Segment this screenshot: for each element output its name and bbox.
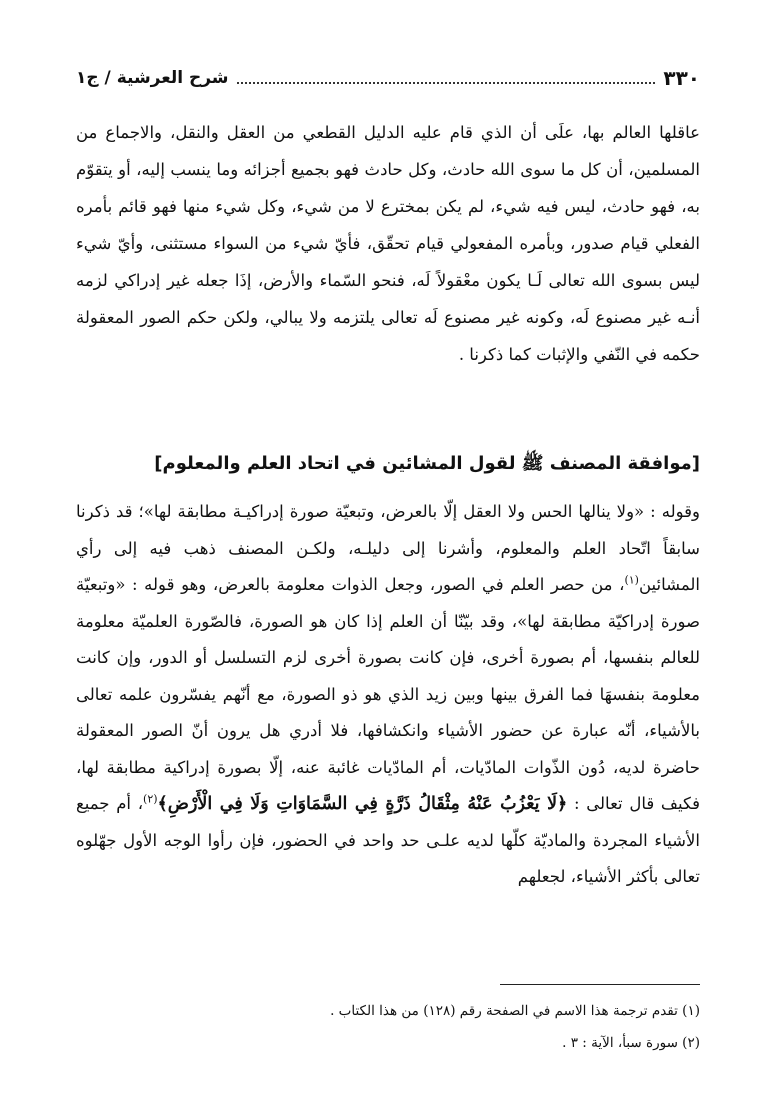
running-title: شرح العرشية / ج١: [76, 68, 229, 88]
section-text-block: [76, 494, 700, 896]
page-number: ٣٣٠: [663, 66, 700, 90]
main-text-block: [76, 114, 700, 373]
footnote-ref-2: (٢): [143, 792, 158, 806]
section-text-c: ، أم جميع الأشياء المجردة والماديّة كلّها لديه علـى حد واحد في الحضور، فإن رأوا الوجه الأول جهّلوه تعالى بأكثر الأشياء، لجعلهم: [76, 794, 700, 886]
section-text-b: ، من حصر العلم في الصور، وجعل الذوات معلومة بالعرض، وهو قوله : «وتبعيّة صورة إدراكيّة مطابقة لها»، وقد بيّنّا أن العلم إذا كان هو الصورة، فالصّورة العلميّة معلومة للعالم بنفسها، أم بصورة أخرى، فإن كانت بصورة أخرى لزم التسلسل أو الدور، وإن كانت معلومة بنفسهَا فما الفرق بينها وبين زيد الذي هو ذو الصورة، مع أنّهم يفسّرون علمه تعالى بالأشياء، أنّه عبارة عن حضور الأشياء وانكشافها، فلا أدري هل يرون أنّ الصور المعقولة حاضرة لديه، دُون الذّوات المادّيات، أم المادّيات غائبة عنه، إلّا بصورة إدراكية مطابقة لها، فكيف قال تعالى :: [76, 575, 700, 813]
quran-verse: ﴿لَا يَعْزُبُ عَنْهُ مِثْقَالُ ذَرَّةٍ فِي السَّمَاوَاتِ وَلَا فِي الْأَرْضِ﴾: [157, 794, 568, 814]
section-heading: [موافقة المصنف ﷺ لقول المشائين في اتحاد العلم والمعلوم]: [154, 453, 700, 474]
paragraph-1: عاقلها العالم بها، علَى أن الذي قام عليه الدليل القطعي من العقل والنقل، والاجماع من المسلمين، أن كل ما سوى الله حادث، وكل حادث فهو بجميع أجزائه وما ينسب إليه، أو يتقوّم به، فهو حادث، ليس فيه شيء، لم يكن بمخترع لا من شيء، وكل شيء منها فهو قائم بأمره الفعلي قيام صدور، وبأمره المفعولي قيام تحقّق، فأيّ شيء من السواء مستثنى، وأيّ شيء ليس بسوى الله تعالى لَـا يكون معْقولاً لَه، فنحو السّماء والأرض، إذَا جعله غير إدراكي لزمه أنـه غير مصنوع لَه، وكونه غير مصنوع لَه تعالى يلتزمه ولا يبالي، ولكن حكم الصور المعقولة حكمه في النّفي والإثبات كما ذكرنا .: [76, 123, 700, 364]
footnote-1: (١) تقدم ترجمة هذا الاسم في الصفحة رقم (١٢٨) من هذا الكتاب .: [330, 1003, 700, 1019]
section-text-a: وقوله : «ولا ينالها الحس ولا العقل إلّا بالعرض، وتبعيّة صورة إدراكيـة مطابقة لها»؛ قد ذكرنا سابقاً اتّحاد العلم والمعلوم، وأشرنا إلى دليلـه، ولكـن المصنف ذهب فيه إلى رأي المشائين: [76, 502, 700, 594]
footnotes: [76, 995, 700, 1059]
footnote-divider: [500, 984, 700, 985]
footnote-2: (٢) سورة سبأ، الآية : ٣ .: [562, 1035, 700, 1051]
footnote-ref-1: (١): [624, 573, 639, 587]
section-paragraph: [76, 494, 700, 896]
header-dotted-leader: [237, 82, 656, 84]
running-header: [76, 60, 700, 96]
